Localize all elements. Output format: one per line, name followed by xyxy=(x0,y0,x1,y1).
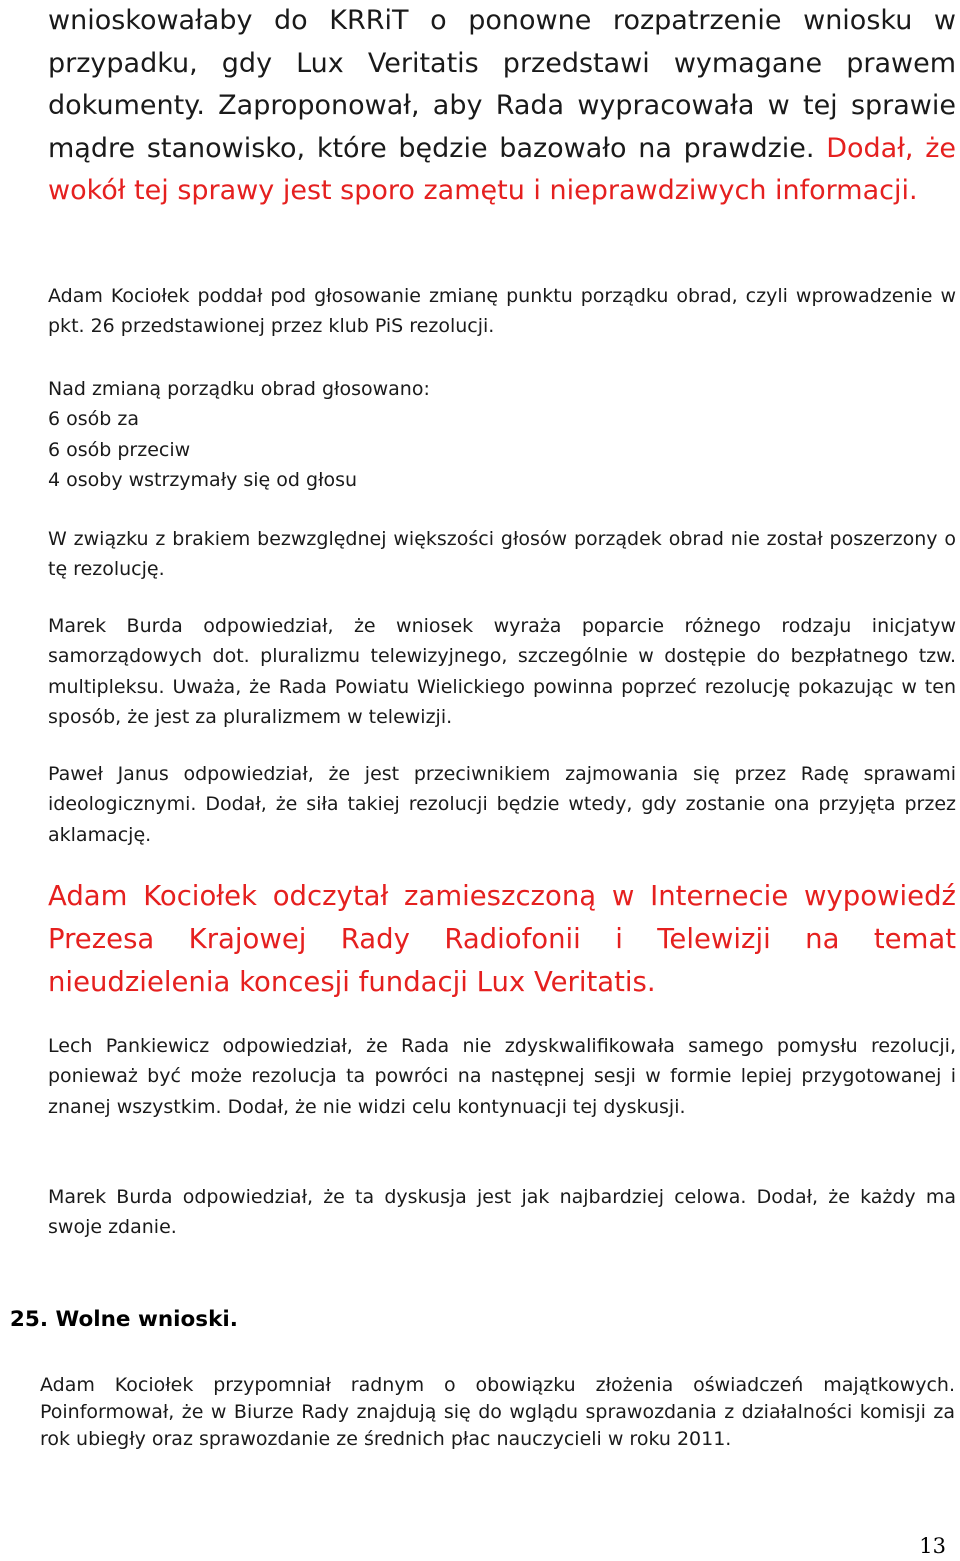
top-paragraph-black-text: wnioskowałaby do KRRiT o ponowne rozpatrzenie wniosku w przypadku, gdy Lux Veritatis przedstawi wymagane prawem dokumenty. Zaproponował, aby Rada wypracowała w tej sprawie mądre stanowisko, które będzie bazowało na prawdzie. xyxy=(48,5,956,164)
vote-against: 6 osób przeciw xyxy=(48,438,191,461)
vote-abstained: 4 osoby wstrzymały się od głosu xyxy=(48,468,358,491)
section-heading xyxy=(0,1305,956,1335)
top-paragraph-red-text: Dodał, że wokół tej sprawy jest sporo zamętu i nieprawdziwych informacji. xyxy=(48,132,956,206)
vote-results xyxy=(48,374,956,495)
vote-intro: Nad zmianą porządku obrad głosowano: xyxy=(48,378,430,400)
red-heading: Adam Kociołek odczytał zamieszczoną w Internecie wypowiedź Prezesa Krajowej Rady Radiofonii i Telewizji na temat nieudzielenia koncesji fundacji Lux Veritatis. xyxy=(48,880,956,998)
section-number: 25. xyxy=(9,1307,48,1332)
paragraph-result: W związku z brakiem bezwzględnej większości głosów porządek obrad nie został poszerzony o tę rezolucję. xyxy=(48,528,956,581)
paragraph-janus: Paweł Janus odpowiedział, że jest przeciwnikiem zajmowania się przez Radę sprawami ideologicznymi. Dodał, że siła takiej rezolucji będzie wtedy, gdy zostanie ona przyjęta przez aklamację. xyxy=(48,763,956,846)
paragraph-motion: Adam Kociołek poddał pod głosowanie zmianę punktu porządku obrad, czyli wprowadzenie w pkt. 26 przedstawionej przez klub PiS rezolucji. xyxy=(48,285,956,338)
top-paragraph xyxy=(48,0,956,213)
page-number: 13 xyxy=(919,1534,946,1558)
vote-for: 6 osób za xyxy=(48,408,139,431)
paragraph-pankiewicz: Lech Pankiewicz odpowiedział, że Rada nie zdyskwalifikowała samego pomysłu rezolucji, ponieważ być może rezolucja ta powróci na następnej sesji w formie lepiej przygotowanej i znanej wszystkim. Dodał, że nie widzi celu kontynuacji tej dyskusji. xyxy=(48,1035,956,1118)
paragraph-burda-2: Marek Burda odpowiedział, że ta dyskusja jest jak najbardziej celowa. Dodał, że każdy ma swoje zdanie. xyxy=(48,1186,956,1239)
section-title: Wolne wnioski. xyxy=(55,1307,238,1332)
paragraph-final: Adam Kociołek przypomniał radnym o obowiązku złożenia oświadczeń majątkowych. Poinformował, że w Biurze Rady znajdują się do wglądu sprawozdania z działalności komisji za rok ubiegły oraz sprawozdanie ze średnich płac nauczycieli w roku 2011. xyxy=(40,1374,955,1450)
paragraph-burda-1: Marek Burda odpowiedział, że wniosek wyraża poparcie różnego rodzaju inicjatyw samorządowych dot. pluralizmu telewizyjnego, szczególnie w dostępie do bezpłatnego tzw. multipleksu. Uważa, że Rada Powiatu Wielickiego powinna poprzeć rezolucję pokazując w ten sposób, że jest za pluralizmem w telewizji. xyxy=(48,615,956,728)
